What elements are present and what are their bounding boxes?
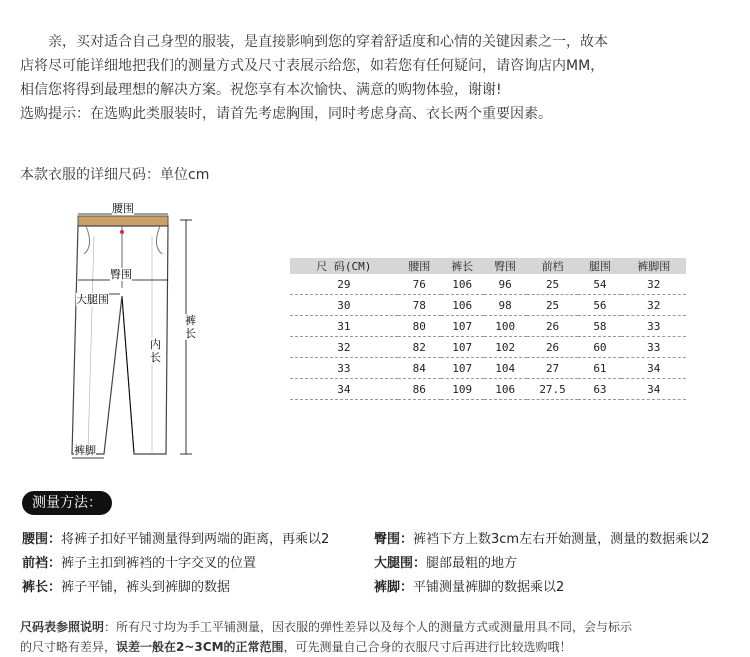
table-cell: 84 [398, 358, 441, 379]
table-row [290, 274, 686, 295]
intro-line: 相信您将得到最理想的解决方案。祝您享有本次愉快、满意的购物体验，谢谢! [20, 82, 502, 98]
table-cell: 100 [484, 316, 527, 337]
table-cell: 96 [484, 274, 527, 295]
diagram-label-length: 裤长 [185, 314, 196, 340]
table-cell: 27 [527, 358, 579, 379]
table-row [290, 337, 686, 358]
header-rise: 前档 [527, 258, 579, 274]
table-cell: 25 [527, 295, 579, 316]
table-cell: 106 [441, 295, 484, 316]
table-cell: 31 [290, 316, 398, 337]
table-cell: 106 [441, 274, 484, 295]
table-cell: 32 [621, 295, 686, 316]
method-desc: 裤子主扣到裤裆的十字交叉的位置 [61, 556, 257, 571]
table-cell: 106 [484, 379, 527, 400]
table-cell: 32 [621, 274, 686, 295]
table-cell: 33 [290, 358, 398, 379]
table-cell: 98 [484, 295, 527, 316]
method-desc: 平铺测量裤脚的数据乘以2 [413, 580, 565, 595]
table-cell: 54 [578, 274, 621, 295]
table-cell: 109 [441, 379, 484, 400]
header-length: 裤长 [441, 258, 484, 274]
method-hip [374, 528, 709, 547]
table-cell: 26 [527, 337, 579, 358]
table-row [290, 295, 686, 316]
table-cell: 60 [578, 337, 621, 358]
method-term: 腰围： [22, 532, 62, 547]
intro-text [20, 30, 710, 126]
method-rise [22, 552, 256, 571]
table-cell: 107 [441, 337, 484, 358]
size-unit-label: 本款衣服的详细尺码：单位cm [20, 167, 210, 183]
method-term: 裤长： [22, 580, 62, 595]
method-term: 前裆： [22, 556, 62, 571]
size-chart-note [20, 617, 700, 657]
method-desc: 将裤子扣好平铺测量得到两端的距离，再乘以2 [61, 532, 330, 547]
method-desc: 裤裆下方上数3cm左右开始测量，测量的数据乘以2 [413, 532, 710, 547]
header-size: 尺 码(CM) [290, 258, 398, 274]
table-cell: 32 [290, 337, 398, 358]
table-cell: 82 [398, 337, 441, 358]
table-cell: 34 [290, 379, 398, 400]
pants-measurement-diagram [64, 196, 204, 466]
table-cell: 25 [527, 274, 579, 295]
method-term: 裤脚： [374, 580, 414, 595]
table-cell: 78 [398, 295, 441, 316]
method-term: 大腿围： [374, 556, 427, 571]
diagram-label-hem: 裤脚 [74, 444, 96, 457]
table-row [290, 316, 686, 337]
note-text: ，可先测量自己合身的衣服尺寸后再进行比较选购哦！ [283, 640, 572, 654]
header-waist: 腰围 [398, 258, 441, 274]
table-cell: 76 [398, 274, 441, 295]
note-text: ：所有尺寸均为手工平铺测量，因衣服的弹性差异以及每个人的测量方式或测量用具不同，会与标示 [104, 620, 633, 634]
diagram-label-hip: 臀围 [110, 268, 132, 281]
table-cell: 63 [578, 379, 621, 400]
table-cell: 30 [290, 295, 398, 316]
table-cell: 107 [441, 316, 484, 337]
table-cell: 27.5 [527, 379, 579, 400]
table-cell: 102 [484, 337, 527, 358]
method-thigh [374, 552, 517, 571]
method-length [22, 576, 230, 595]
note-text: 的尺寸略有差异， [20, 640, 117, 654]
table-row [290, 379, 686, 400]
method-desc: 裤子平铺，裤头到裤脚的数据 [61, 580, 231, 595]
method-waist [22, 528, 329, 547]
pants-illustration [64, 196, 204, 466]
table-cell: 80 [398, 316, 441, 337]
method-desc: 腿部最粗的地方 [426, 556, 518, 571]
size-table-header [290, 258, 686, 274]
table-cell: 34 [621, 358, 686, 379]
intro-line: 店将尽可能详细地把我们的测量方式及尺寸表展示给您，如若您有任何疑问，请咨询店内MM， [20, 58, 605, 74]
measurement-method-title: 测量方法： [22, 491, 112, 515]
note-emphasis: 误差一般在2~3CM的正常范围 [116, 640, 284, 654]
header-hem: 裤脚围 [621, 258, 686, 274]
table-row [290, 358, 686, 379]
size-table [290, 258, 686, 400]
intro-line: 亲，买对适合自己身型的服装，是直接影响到您的穿着舒适度和心情的关键因素之一，故本 [48, 34, 608, 50]
table-cell: 33 [621, 337, 686, 358]
table-cell: 107 [441, 358, 484, 379]
note-title: 尺码表参照说明 [20, 620, 105, 634]
table-cell: 61 [578, 358, 621, 379]
table-cell: 29 [290, 274, 398, 295]
table-cell: 34 [621, 379, 686, 400]
method-term: 臀围： [374, 532, 414, 547]
header-hip: 臀围 [484, 258, 527, 274]
method-hem [374, 576, 564, 595]
table-cell: 56 [578, 295, 621, 316]
diagram-label-thigh: 大腿围 [76, 293, 109, 306]
table-cell: 33 [621, 316, 686, 337]
table-cell: 26 [527, 316, 579, 337]
table-cell: 58 [578, 316, 621, 337]
diagram-label-waist: 腰围 [112, 202, 134, 215]
table-cell: 104 [484, 358, 527, 379]
header-thigh: 腿围 [578, 258, 621, 274]
shopping-tip: 选购提示：在选购此类服装时，请首先考虑胸围，同时考虑身高、衣长两个重要因素。 [20, 106, 552, 122]
diagram-label-inseam: 内长 [150, 338, 161, 364]
table-cell: 86 [398, 379, 441, 400]
